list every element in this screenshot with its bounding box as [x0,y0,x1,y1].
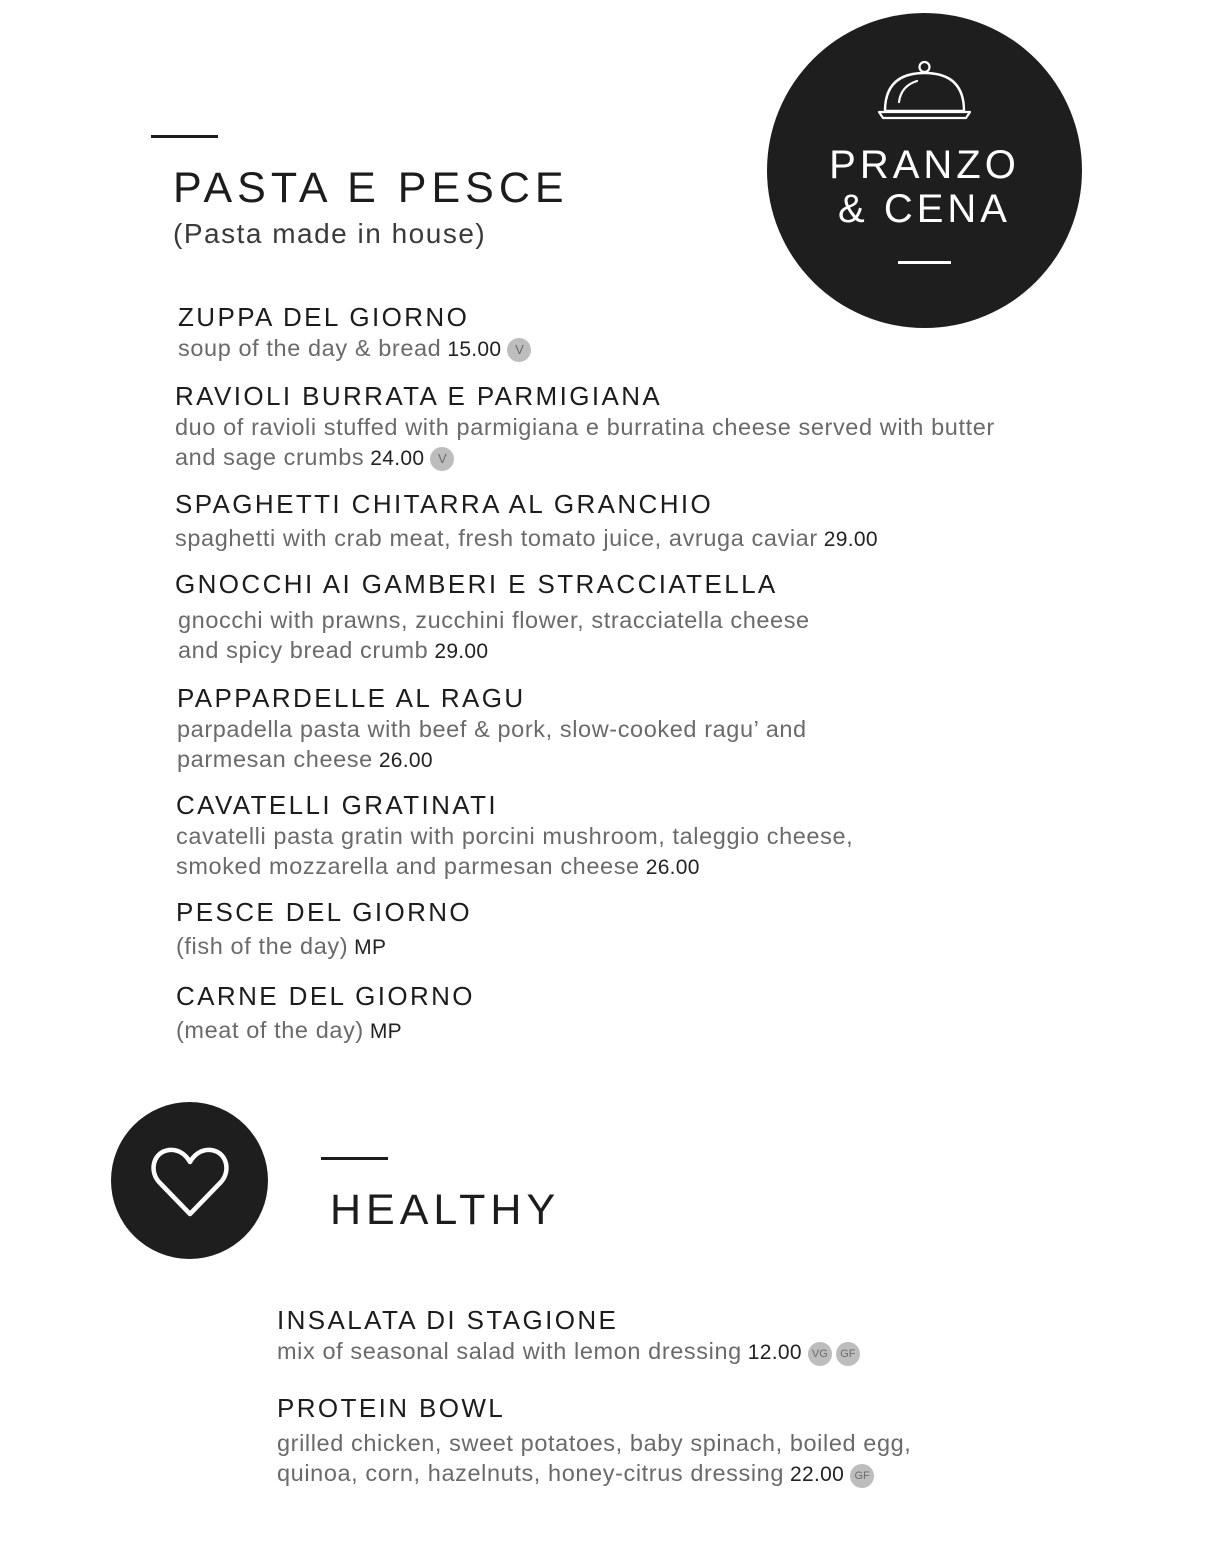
item-description: smoked mozzarella and parmesan cheese 26.00 [176,853,700,879]
item-description: and spicy bread crumb 29.00 [178,637,489,663]
badge-divider [898,261,951,264]
item-description: (fish of the day) MP [176,933,387,959]
item-description: soup of the day & bread 15.00 V [178,333,531,365]
item-name: CAVATELLI GRATINATI [176,790,499,820]
menu-item [175,568,810,667]
item-price: 26.00 [645,856,700,879]
section-title-healthy: HEALTHY [330,1186,561,1234]
menu-item [176,789,853,883]
menu-item [277,1304,860,1368]
item-description: grilled chicken, sweet potatoes, baby spinach, boiled egg, [277,1430,912,1456]
item-description: quinoa, corn, hazelnuts, honey-citrus dressing 22.00 GF [277,1458,911,1490]
item-description: gnocchi with prawns, zucchini flower, stracciatella cheese [178,607,810,633]
vegan-badge: VG [808,1342,832,1366]
vegetarian-badge: V [507,338,531,362]
section-rule [151,135,218,138]
item-price: 24.00 [370,447,425,470]
item-price: 15.00 [447,338,502,361]
menu-item [176,896,472,963]
item-description: duo of ravioli stuffed with parmigiana e burratina cheese served with butter [175,414,995,440]
gluten-free-badge: GF [850,1464,874,1488]
cloche-icon [877,60,972,129]
item-description: parpadella pasta with beef & pork, slow-cooked ragu’ and [177,716,807,742]
menu-item [277,1392,911,1490]
item-name: INSALATA DI STAGIONE [277,1305,619,1335]
badge-line-1: PRANZO [829,143,1020,187]
menu-item [178,301,531,365]
section-subtitle-pasta: (Pasta made in house) [173,218,487,249]
item-name: GNOCCHI AI GAMBERI E STRACCIATELLA [175,569,778,599]
item-description: parmesan cheese 26.00 [177,746,433,772]
menu-item [176,980,475,1047]
item-name: PESCE DEL GIORNO [176,897,473,927]
vegetarian-badge: V [430,447,454,471]
item-price: 29.00 [434,640,489,663]
item-name: ZUPPA DEL GIORNO [178,302,470,332]
item-description: (meat of the day) MP [176,1017,402,1043]
item-description: and sage crumbs 24.00 V [175,442,995,474]
item-name: SPAGHETTI CHITARRA AL GRANCHIO [175,489,714,519]
section-title-pasta: PASTA E PESCE [173,164,569,212]
item-price: 12.00 [747,1341,802,1364]
badge-line-2: & CENA [838,187,1011,231]
healthy-badge [111,1102,268,1259]
item-price: 22.00 [790,1463,845,1486]
item-name: RAVIOLI BURRATA E PARMIGIANA [175,381,663,411]
item-price: MP [354,936,387,959]
section-rule [321,1157,388,1160]
item-price: MP [369,1020,402,1043]
item-price: 26.00 [378,749,433,772]
item-price: 29.00 [823,528,878,551]
item-description: cavatelli pasta gratin with porcini mushroom, taleggio cheese, [176,823,854,849]
item-description: mix of seasonal salad with lemon dressing 12.00 VG GF [277,1336,860,1368]
item-name: CARNE DEL GIORNO [176,981,475,1011]
menu-item [177,682,807,776]
pranzo-cena-badge [767,13,1082,328]
item-description: spaghetti with crab meat, fresh tomato juice, avruga caviar 29.00 [175,525,878,551]
item-name: PAPPARDELLE AL RAGU [177,683,526,713]
menu-item [175,380,995,474]
menu-item [175,488,878,555]
item-name: PROTEIN BOWL [277,1393,506,1423]
gluten-free-badge: GF [836,1342,860,1366]
